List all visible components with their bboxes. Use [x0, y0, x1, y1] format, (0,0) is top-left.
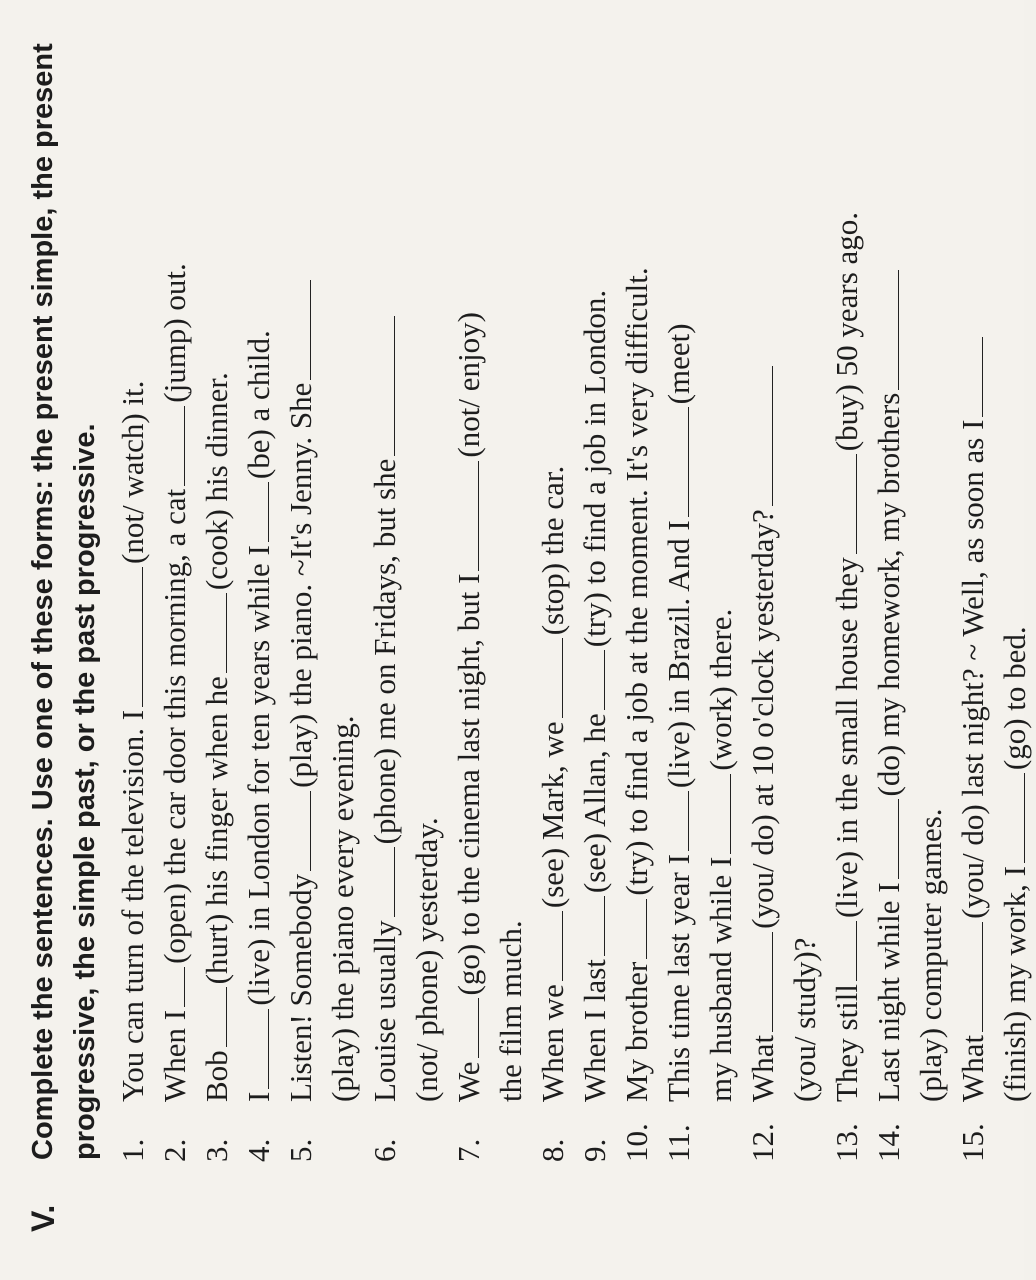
exercise-header — [22, 30, 106, 1232]
item-text: I — [241, 1091, 276, 1102]
answer-blank[interactable] — [872, 270, 899, 390]
exercise-item — [196, 20, 238, 1162]
item-number: 8. — [535, 1138, 570, 1162]
answer-blank[interactable] — [620, 899, 647, 959]
answer-blank[interactable] — [200, 593, 227, 673]
item-number: 4. — [241, 1138, 276, 1162]
item-text: the film much. — [493, 920, 528, 1102]
item-text: (be) a child. — [241, 330, 276, 480]
item-text: (go) to bed. — [997, 626, 1032, 771]
answer-blank[interactable] — [830, 921, 857, 981]
item-text: When I — [157, 1009, 192, 1102]
item-text: (see) Allan, he — [577, 713, 612, 894]
answer-blank[interactable] — [368, 316, 395, 456]
item-text: When I last — [577, 959, 612, 1102]
item-text: (hurt) his finger when he — [199, 676, 234, 985]
item-text: (finish) my work, I — [997, 866, 1032, 1102]
item-text: My brother — [619, 961, 654, 1102]
item-text: What — [745, 1034, 780, 1102]
item-text: (work) there. — [703, 608, 738, 771]
item-text: (you/ do) last night? ~ Well, as soon as I — [955, 419, 990, 919]
answer-blank[interactable] — [452, 461, 479, 571]
item-text: They still — [829, 984, 864, 1102]
item-number: 10. — [619, 1123, 654, 1162]
answer-blank[interactable] — [200, 987, 227, 1047]
answer-blank[interactable] — [746, 932, 773, 1032]
item-text: What — [955, 1034, 990, 1102]
answer-blank[interactable] — [158, 967, 185, 1007]
item-text: When we — [535, 984, 570, 1102]
exercise-number: V. — [25, 1204, 61, 1232]
item-number: 1. — [115, 1138, 150, 1162]
answer-blank[interactable] — [158, 406, 185, 486]
exercise-item — [742, 20, 826, 1162]
item-text: (not/ phone) yesterday. — [409, 817, 444, 1102]
item-text: (you/ study)? — [787, 937, 822, 1102]
exercise-instruction — [22, 30, 106, 1160]
item-text: (play) computer games. — [913, 808, 948, 1102]
exercise-item — [826, 20, 868, 1162]
answer-blank[interactable] — [956, 922, 983, 1032]
item-text: (phone) me on Fridays, but she — [367, 458, 402, 845]
item-text: (try) to find a job in London. — [577, 289, 612, 648]
answer-blank[interactable] — [536, 911, 563, 981]
item-text: Bob — [199, 1050, 234, 1102]
exercise-item — [112, 20, 154, 1162]
item-text: This time last year I — [661, 854, 696, 1102]
exercise-item — [532, 20, 574, 1162]
item-text: (stop) the car. — [535, 465, 570, 636]
item-text: Listen! Somebody — [283, 873, 318, 1102]
item-number: 9. — [577, 1138, 612, 1162]
item-number: 13. — [829, 1123, 864, 1162]
item-text: (jump) out. — [157, 263, 192, 403]
exercise-item — [952, 20, 1036, 1162]
answer-blank[interactable] — [284, 791, 311, 871]
exercise-item — [868, 20, 952, 1162]
item-text: (live) in Brazil. And I — [661, 520, 696, 789]
item-text: Last night while I — [871, 882, 906, 1102]
item-number: 5. — [283, 1138, 318, 1162]
answer-blank[interactable] — [662, 791, 689, 851]
answer-blank[interactable] — [368, 847, 395, 917]
item-text: You can turn of the television. I — [115, 709, 150, 1102]
item-text: (meet) — [661, 323, 696, 405]
item-text: (go) to the cinema last night, but I — [451, 573, 486, 996]
answer-blank[interactable] — [242, 1009, 269, 1089]
answer-blank[interactable] — [998, 773, 1025, 863]
exercise-items — [112, 20, 1036, 1162]
item-number: 15. — [955, 1123, 990, 1162]
item-number: 2. — [157, 1138, 192, 1162]
item-text: (try) to find a job at the moment. It's very difficult. — [619, 267, 654, 896]
exercise-item — [154, 20, 196, 1162]
answer-blank[interactable] — [452, 998, 479, 1058]
item-text: my husband while I — [703, 856, 738, 1102]
item-text: (play) the piano. ~It's Jenny. She — [283, 382, 318, 788]
instruction-line: progressive, the simple past, or the past progressive. — [69, 423, 101, 1160]
exercise-item — [280, 20, 364, 1162]
answer-blank[interactable] — [662, 407, 689, 517]
exercise-item — [574, 20, 616, 1162]
item-text: (cook) his dinner. — [199, 372, 234, 591]
item-number: 7. — [451, 1138, 486, 1162]
item-number: 3. — [199, 1138, 234, 1162]
answer-blank[interactable] — [578, 896, 605, 956]
item-text: (not/ enjoy) — [451, 312, 486, 458]
item-text: (do) my homework, my brothers — [871, 392, 906, 797]
item-text: (you/ do) at 10 o'clock yesterday? — [745, 509, 780, 929]
item-text: (live) in the small house they — [829, 557, 864, 919]
answer-blank[interactable] — [704, 774, 731, 854]
item-text: Louise usually — [367, 920, 402, 1102]
exercise-item — [364, 20, 448, 1162]
item-text: (play) the piano every evening. — [325, 715, 360, 1102]
answer-blank[interactable] — [242, 482, 269, 542]
item-number: 11. — [661, 1124, 696, 1162]
answer-blank[interactable] — [746, 366, 773, 506]
answer-blank[interactable] — [284, 280, 311, 380]
exercise-item — [658, 20, 742, 1162]
item-text: (live) in London for ten years while I — [241, 545, 276, 1006]
answer-blank[interactable] — [536, 638, 563, 718]
item-text: (buy) 50 years ago. — [829, 211, 864, 452]
item-text: (not/ watch) it. — [115, 380, 150, 564]
exercise-item — [238, 20, 280, 1162]
answer-blank[interactable] — [116, 567, 143, 707]
item-text: (see) Mark, we — [535, 721, 570, 909]
item-number: 12. — [745, 1123, 780, 1162]
answer-blank[interactable] — [578, 650, 605, 710]
answer-blank[interactable] — [872, 799, 899, 879]
answer-blank[interactable] — [830, 454, 857, 554]
item-number: 14. — [871, 1123, 906, 1162]
instruction-line: Complete the sentences. Use one of these forms: the present simple, the present — [27, 43, 59, 1160]
item-text: (open) the car door this morning, a cat — [157, 488, 192, 964]
answer-blank[interactable] — [956, 337, 983, 417]
exercise-item — [448, 20, 532, 1162]
item-number: 6. — [367, 1138, 402, 1162]
item-text: We — [451, 1061, 486, 1102]
exercise-item — [616, 20, 658, 1162]
